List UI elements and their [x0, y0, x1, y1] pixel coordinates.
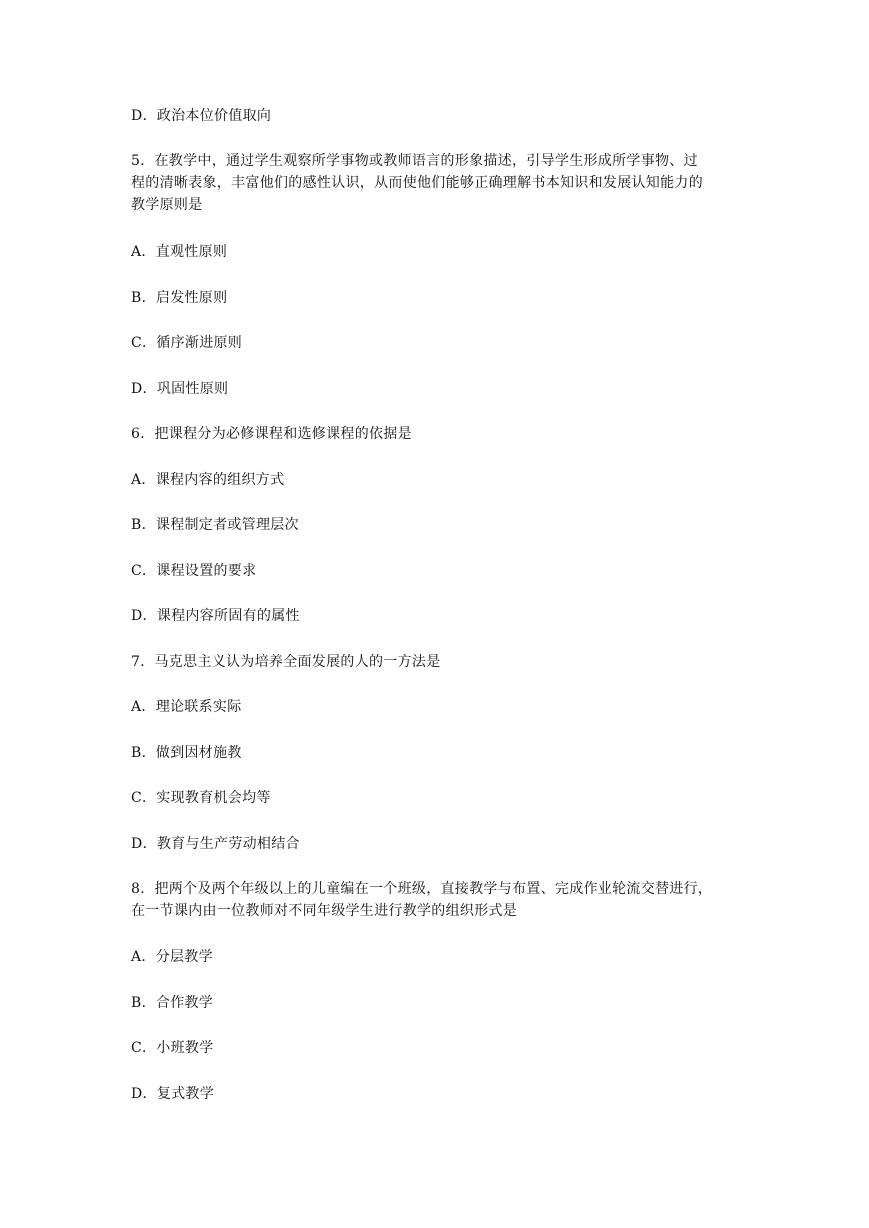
q8-stem-line-2: 在一节课内由一位教师对不同年级学生进行教学的组织形式是: [131, 903, 518, 919]
q8-stem-line-1: 8．把两个及两个年级以上的儿童编在一个班级，直接教学与布置、完成作业轮流交替进行，: [131, 881, 713, 897]
q6-option-b: B．课程制定者或管理层次: [131, 517, 299, 533]
q5-stem-line-3: 教学原则是: [131, 197, 203, 213]
q8-option-a: A．分层教学: [131, 949, 213, 965]
q8-stem: [131, 878, 743, 922]
q6-option-c: C．课程设置的要求: [131, 563, 257, 579]
q8-option-d: D．复式教学: [131, 1086, 215, 1102]
q5-option-c: C．循序渐进原则: [131, 335, 243, 351]
q5-stem: [131, 150, 743, 216]
q4-option-d: D．政治本位价值取向: [131, 108, 272, 124]
q5-option-b: B．启发性原则: [131, 290, 228, 306]
q6-stem: 6．把课程分为必修课程和选修课程的依据是: [131, 426, 412, 442]
q7-stem: 7．马克思主义认为培养全面发展的人的一方法是: [131, 654, 441, 670]
q5-stem-line-1: 5．在教学中，通过学生观察所学事物或教师语言的形象描述，引导学生形成所学事物、过: [131, 153, 698, 169]
q7-option-a: A．理论联系实际: [131, 699, 242, 715]
q7-option-b: B．做到因材施教: [131, 745, 242, 761]
q5-stem-line-2: 程的清晰表象，丰富他们的感性认识，从而使他们能够正确理解书本知识和发展认知能力的: [131, 175, 703, 191]
q8-option-b: B．合作教学: [131, 995, 214, 1011]
q7-option-c: C．实现教育机会均等: [131, 790, 271, 806]
q5-option-a: A．直观性原则: [131, 244, 228, 260]
q6-option-a: A．课程内容的组织方式: [131, 472, 285, 488]
q7-option-d: D．教育与生产劳动相结合: [131, 836, 300, 852]
q5-option-d: D．巩固性原则: [131, 381, 229, 397]
q6-option-d: D．课程内容所固有的属性: [131, 608, 300, 624]
q8-option-c: C．小班教学: [131, 1040, 214, 1056]
